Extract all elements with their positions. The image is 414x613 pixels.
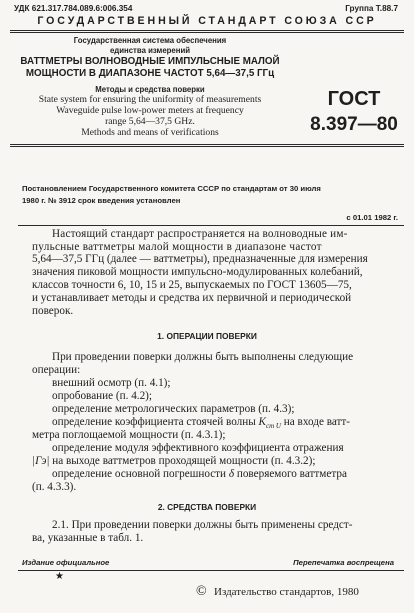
english-title-line-4: Methods and means of verifications xyxy=(81,127,219,138)
kst-symbol: K xyxy=(258,416,267,428)
udk-code: УДК 621.317.784.089.6:006.354 xyxy=(14,4,133,13)
methods-title: Методы и средства поверки xyxy=(95,85,205,94)
title-rule xyxy=(10,144,404,145)
footer-rule xyxy=(18,570,404,571)
copyright-text: Издательство стандартов, 1980 xyxy=(214,586,359,598)
s1-line-5: определение метрологических параметров (п. 4.3); xyxy=(52,403,295,415)
english-title-line-1: State system for ensuring the uniformity of measurements xyxy=(38,94,262,105)
system-line-2: единства измерений xyxy=(109,46,191,55)
decree-rule xyxy=(18,225,404,226)
gost-label: ГОСТ xyxy=(327,88,381,110)
header-rule-top-2 xyxy=(10,32,404,33)
s1-line-6b: на входе ватт- xyxy=(283,416,351,428)
s1-line-7: метра поглощаемой мощности (п. 4.3.1); xyxy=(32,429,226,441)
official-edition: Издание официальное xyxy=(22,558,110,567)
reprint-prohibited: Перепечатка воспрещена xyxy=(293,558,394,567)
s1-line-6a: определение коэффициента стоячей волны xyxy=(52,416,256,428)
s2-line-1: 2.1. При проведении поверки должны быть применены средст- xyxy=(52,519,353,531)
intro-line-1: Настоящий стандарт распространяется на волноводные им- xyxy=(52,228,348,240)
delta-symbol: δ xyxy=(228,468,235,480)
intro-line-3: 5,64—37,5 ГГц (далее — ваттметры), предназначенные для измерения xyxy=(32,253,368,265)
gamma-symbol: |Γэ| xyxy=(32,455,50,467)
effective-date: с 01.01 1982 г. xyxy=(346,213,398,222)
s2-line-2: ва, указанные в табл. 1. xyxy=(32,532,144,544)
s1-line-10a: определение основной погрешности xyxy=(52,468,227,480)
s1-line-2: операции: xyxy=(32,364,81,376)
decree-line-1: Постановлением Государственного комитета СССР по стандартам от 30 июля xyxy=(22,184,321,193)
s1-line-10 xyxy=(52,468,347,481)
s1-line-4: опробование (п. 4.2); xyxy=(52,390,153,402)
intro-line-7: поверок. xyxy=(32,305,74,317)
intro-line-6: и устанавливает методы и средства их первичной и периодической xyxy=(32,292,352,304)
s1-line-9a: на выходе ваттметров проходящей мощности (п. 4.3.2); xyxy=(52,455,316,467)
s1-line-11: (п. 4.3.3). xyxy=(32,481,77,493)
group-code: Группа Т.88.7 xyxy=(345,4,398,13)
intro-line-4: значения пиковой мощности импульсно-модулированных колебаний, xyxy=(32,266,363,278)
title-rule-2 xyxy=(10,146,404,147)
intro-line-5: классов точности 6, 10, 15 и 25, выпускаемых по ГОСТ 13605—75, xyxy=(32,279,352,291)
intro-line-2: пульсные ваттметры малой мощности в диапазоне частот xyxy=(32,241,322,253)
section-1-heading: 1. ОПЕРАЦИИ ПОВЕРКИ xyxy=(157,331,257,341)
title-main-line-1: ВАТТМЕТРЫ ВОЛНОВОДНЫЕ ИМПУЛЬСНЫЕ МАЛОЙ xyxy=(20,56,280,67)
s1-line-8: определение модуля эффективного коэффициента отражения xyxy=(52,442,344,454)
star-icon: ★ xyxy=(55,571,64,582)
s1-line-9 xyxy=(32,455,315,468)
gost-number: 8.397—80 xyxy=(310,114,398,135)
section-2-heading: 2. СРЕДСТВА ПОВЕРКИ xyxy=(157,502,257,512)
english-title-line-3: range 5,64—37,5 GHz. xyxy=(105,116,195,127)
kst-subscript: ст U xyxy=(266,422,281,431)
copyright-icon: © xyxy=(196,584,207,599)
header-rule-top xyxy=(10,30,404,31)
english-title-line-2: Waveguide pulse low-power meters at frequency xyxy=(56,105,244,116)
s1-line-10b: поверяемого ваттметра xyxy=(236,468,347,480)
system-line-1: Государственная система обеспечения xyxy=(73,36,227,45)
title-main-line-2: МОЩНОСТИ В ДИАПАЗОНЕ ЧАСТОТ 5,64—37,5 ГГц xyxy=(25,68,275,79)
standard-banner: ГОСУДАРСТВЕННЫЙ СТАНДАРТ СОЮЗА ССР xyxy=(37,15,377,27)
s1-line-3: внешний осмотр (п. 4.1); xyxy=(52,377,171,389)
s1-line-1: При проведении поверки должны быть выполнены следующие xyxy=(52,351,354,363)
decree-line-2: 1980 г. № 3912 срок введения установлен xyxy=(22,196,181,205)
